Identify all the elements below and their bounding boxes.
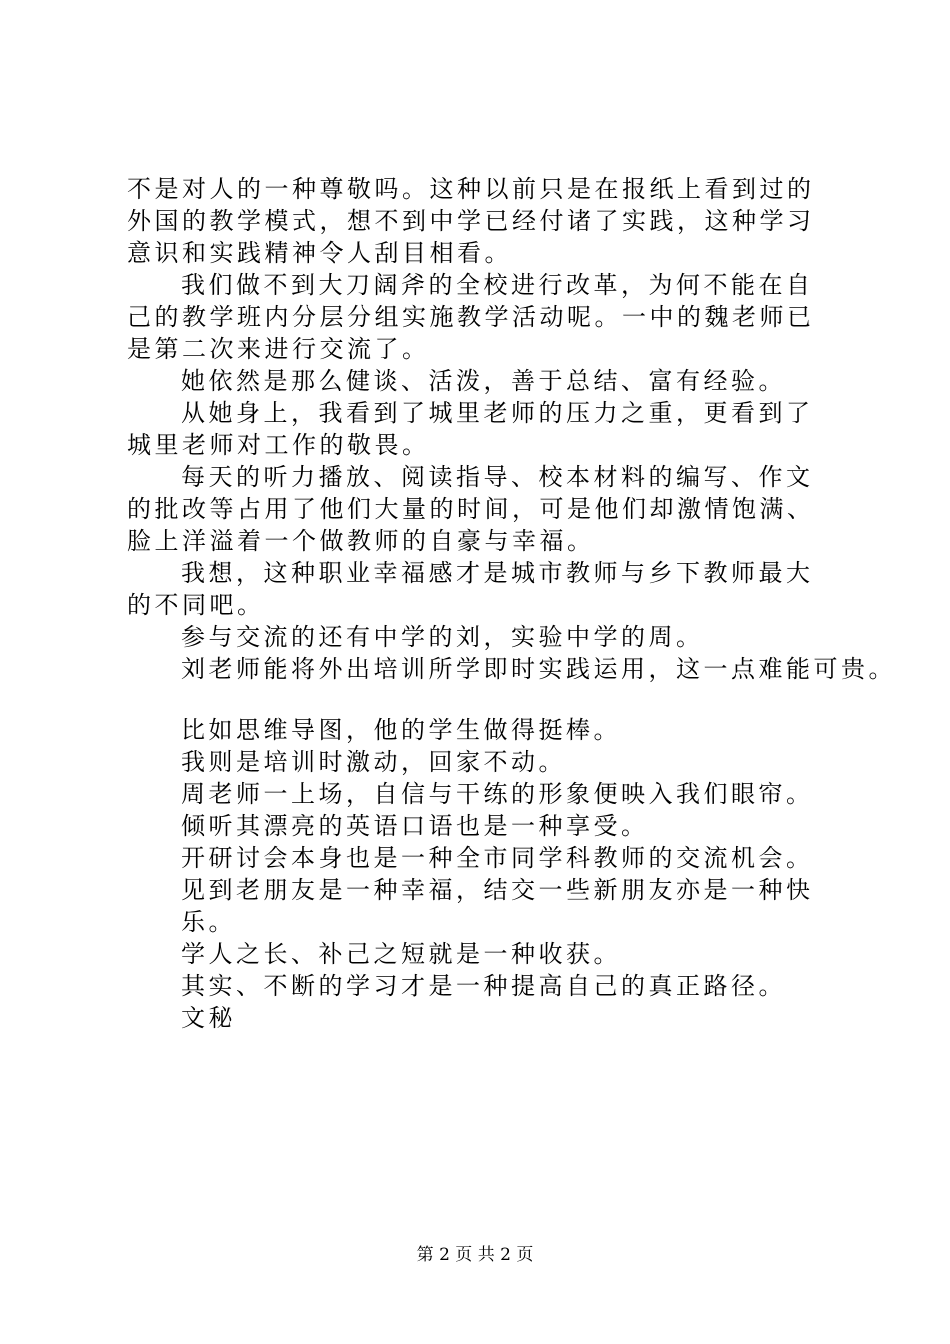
paragraph: 周老师一上场，自信与干练的形象便映入我们眼帘。 [181, 780, 814, 808]
paragraph: 不是对人的一种尊敬吗。这种以前只是在报纸上看到过的外国的教学模式，想不到中学已经付诸了实践，这种学习意识和实践精神令人刮目相看。 [127, 175, 815, 267]
paragraph: 开研讨会本身也是一种全市同学科教师的交流机会。 [181, 844, 814, 872]
paragraph: 从她身上，我看到了城里老师的压力之重，更看到了城里老师对工作的敬畏。 [127, 399, 814, 459]
paragraph: 学人之长、补己之短就是一种收获。 [181, 940, 621, 968]
paragraph: 参与交流的还有中学的刘，实验中学的周。 [181, 623, 704, 651]
paragraph: 我则是培训时激动，回家不动。 [181, 748, 566, 776]
paragraph: 我想，这种职业幸福感才是城市教师与乡下教师最大的不同吧。 [127, 559, 814, 619]
paragraph: 每天的听力播放、阅读指导、校本材料的编写、作文的批改等占用了他们大量的时间，可是他们却激情饱满、脸上洋溢着一个做教师的自豪与幸福。 [127, 463, 815, 555]
paragraph: 见到老朋友是一种幸福，结交一些新朋友亦是一种快乐。 [181, 876, 814, 936]
paragraph: 比如思维导图，他的学生做得挺棒。 [181, 716, 621, 744]
document-body [127, 173, 896, 1034]
paragraph-gap [127, 685, 837, 714]
paragraph: 我们做不到大刀阔斧的全校进行改革，为何不能在自己的教学班内分层分组实施教学活动呢。一中的魏老师已是第二次来进行交流了。 [127, 271, 815, 363]
paragraph: 倾听其漂亮的英语口语也是一种享受。 [181, 812, 649, 840]
paragraph: 文秘 [181, 1004, 236, 1032]
page-number-footer: 第 2 页 共 2 页 [416, 1245, 534, 1265]
paragraph: 刘老师能将外出培训所学即时实践运用，这一点难能可贵。 [181, 655, 896, 683]
paragraph: 其实、不断的学习才是一种提高自己的真正路径。 [181, 972, 786, 1000]
paragraph: 她依然是那么健谈、活泼，善于总结、富有经验。 [181, 367, 786, 395]
